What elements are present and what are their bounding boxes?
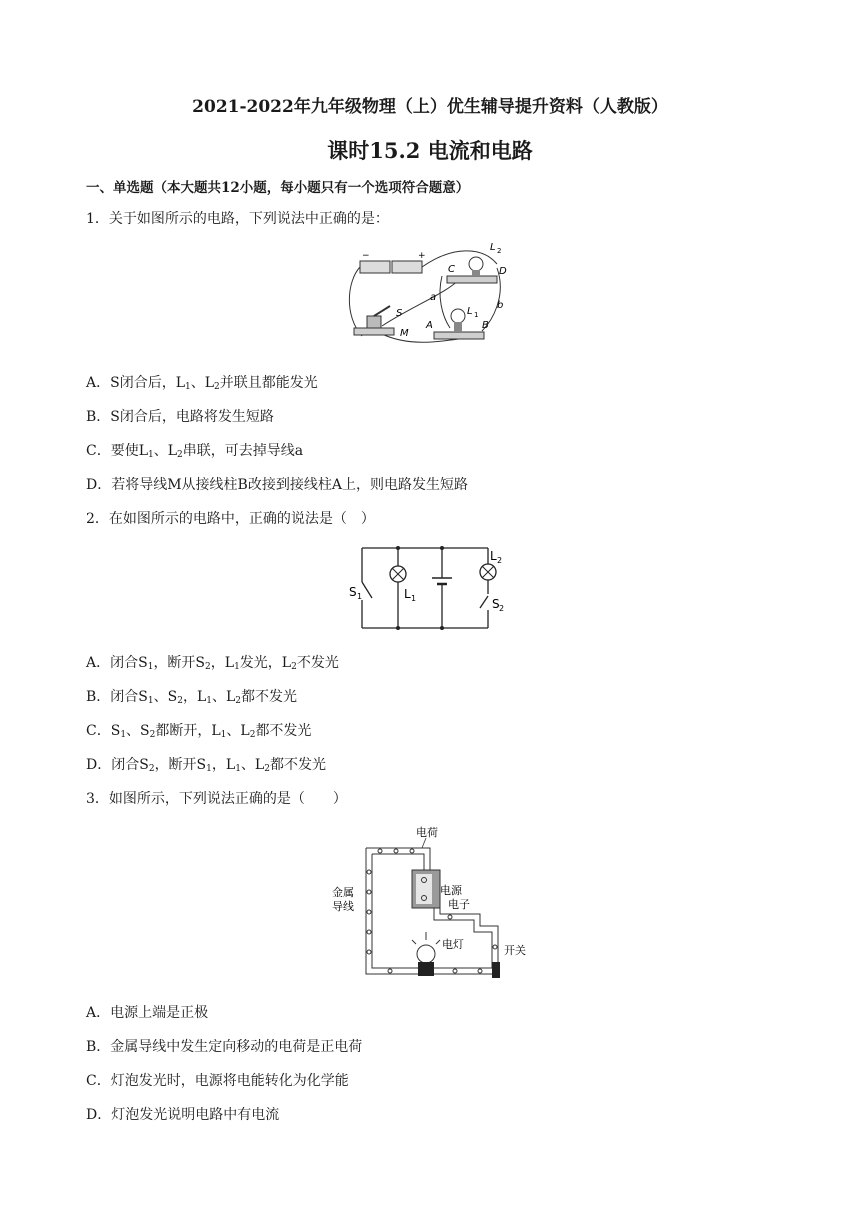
label-A: A xyxy=(426,320,433,331)
question-3-option-d[interactable]: D．灯泡发光说明电路中有电流 xyxy=(86,1107,280,1123)
label-L1-sub: 1 xyxy=(474,311,479,319)
document-title: 2021-2022年九年级物理（上）优生辅导提升资料（人教版） xyxy=(192,97,668,117)
battery-plus: + xyxy=(418,251,426,261)
label-source: 电源 xyxy=(440,884,462,897)
label-S1: S xyxy=(349,585,357,599)
label-S2-sub: 2 xyxy=(499,604,505,613)
label-C: C xyxy=(448,264,455,275)
question-3-option-c[interactable]: C．灯泡发光时，电源将电能转化为化学能 xyxy=(86,1073,349,1089)
question-1-option-d[interactable]: D．若将导线M从接线柱B改接到接线柱A上，则电路发生短路 xyxy=(86,477,468,493)
label-switch: 开关 xyxy=(504,944,526,957)
question-2-figure xyxy=(348,540,508,632)
label-B: B xyxy=(482,320,489,331)
question-1-option-b[interactable]: B．S闭合后，电路将发生短路 xyxy=(86,409,274,425)
question-3-option-a[interactable]: A．电源上端是正极 xyxy=(86,1005,209,1021)
label-M: M xyxy=(400,328,409,339)
label-S2: S xyxy=(492,597,500,611)
question-1-figure xyxy=(342,236,516,354)
label-L1: L xyxy=(467,306,473,317)
question-2-option-b[interactable]: B．闭合$S_1$、$S_2$，$L_1$、$L_2$都不发光 xyxy=(86,689,298,706)
question-2-stem: 2．在如图所示的电路中，正确的说法是（ ） xyxy=(86,511,375,527)
label-S: S xyxy=(396,308,403,319)
label-wire-1: 金属 xyxy=(332,886,354,899)
label-a: a xyxy=(430,292,437,303)
label-charge: 电荷 xyxy=(416,826,438,839)
label-wire-2: 导线 xyxy=(332,900,354,913)
question-3-stem: 3．如图所示，下列说法正确的是（ ） xyxy=(86,791,347,807)
section-heading: 一、单选题（本大题共12小题，每小题只有一个选项符合题意） xyxy=(86,180,470,196)
label-L2: L xyxy=(490,242,496,253)
label-electron: 电子 xyxy=(448,898,470,911)
question-1-option-a[interactable]: A．S闭合后，$L_1$、$L_2$并联且都能发光 xyxy=(86,375,318,392)
question-3-option-b[interactable]: B．金属导线中发生定向移动的电荷是正电荷 xyxy=(86,1039,363,1055)
question-2-option-d[interactable]: D．闭合$S_2$，断开$S_1$，$L_1$、$L_2$都不发光 xyxy=(86,757,326,774)
label-L1-sub: 1 xyxy=(411,594,417,603)
question-1-option-c[interactable]: C．要使$L_1$、$L_2$串联，可去掉导线a xyxy=(86,443,304,460)
battery-minus: − xyxy=(362,251,370,261)
label-D: D xyxy=(499,266,507,277)
label-b: b xyxy=(497,300,504,311)
label-L2-sub: 2 xyxy=(497,556,503,565)
label-L2: L xyxy=(490,549,497,563)
label-S1-sub: 1 xyxy=(357,592,363,601)
question-1-stem: 1．关于如图所示的电路，下列说法中正确的是： xyxy=(86,211,389,227)
question-2-option-c[interactable]: C．$S_1$、$S_2$都断开，$L_1$、$L_2$都不发光 xyxy=(86,723,312,740)
label-L1: L xyxy=(404,587,411,601)
label-L2-sub: 2 xyxy=(497,247,502,255)
question-2-option-a[interactable]: A．闭合$S_1$，断开$S_2$，$L_1$发光，$L_2$不发光 xyxy=(86,655,339,672)
label-lamp: 电灯 xyxy=(442,938,464,951)
question-3-figure xyxy=(330,822,530,982)
lesson-title: 课时15.2 电流和电路 xyxy=(327,138,533,163)
